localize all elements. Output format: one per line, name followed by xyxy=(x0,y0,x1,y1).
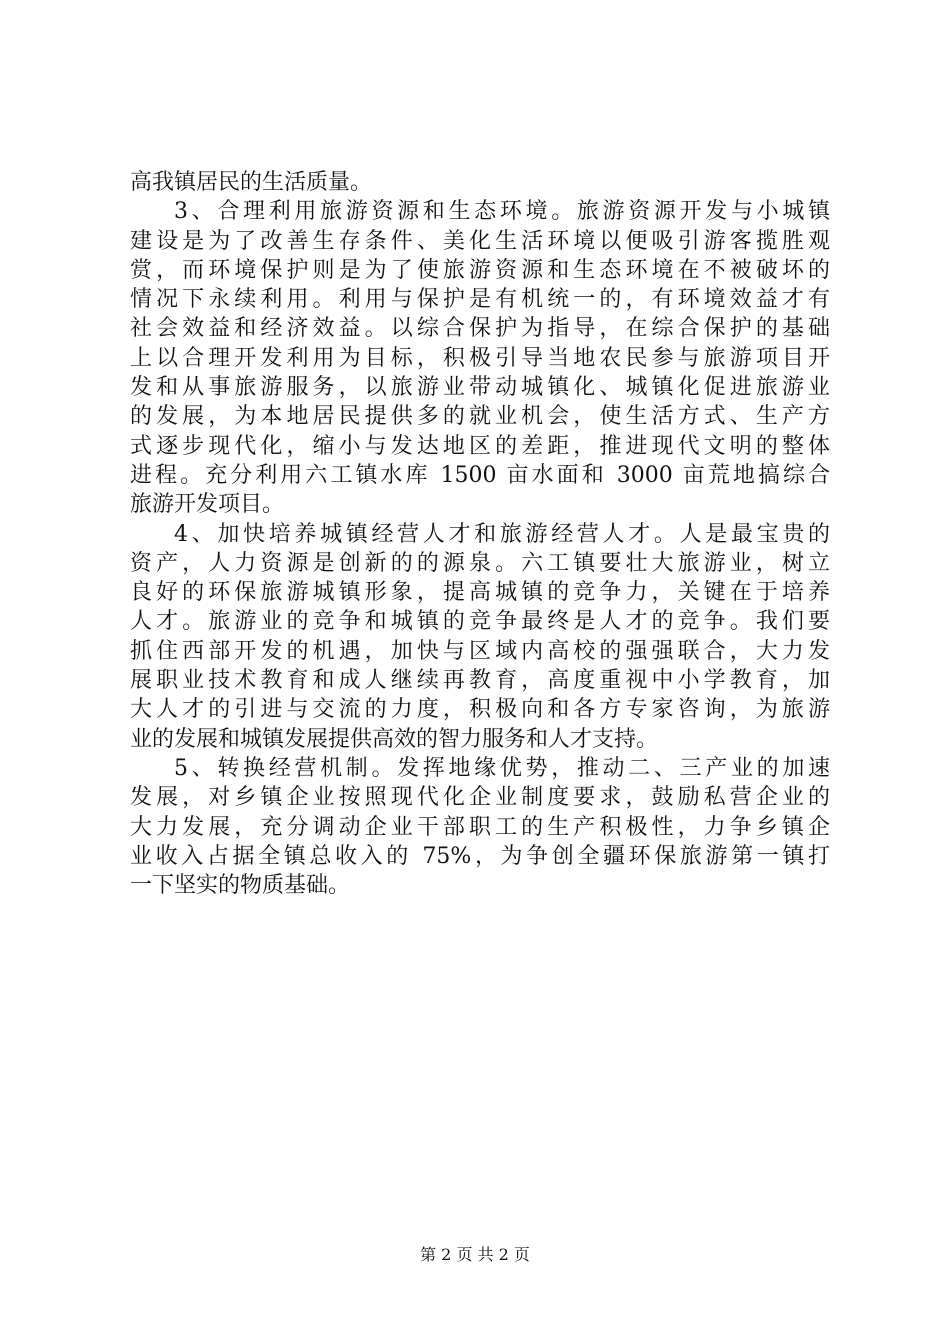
text-line: 业收入占据全镇总收入的 75%，为争创全疆环保旅游第一镇打 xyxy=(130,843,830,869)
text-line: 展职业技术教育和成人继续再教育，高度重视中小学教育，加 xyxy=(130,668,830,694)
text-line: 大人才的引进与交流的力度，积极向和各方专家咨询，为旅游 xyxy=(130,697,830,723)
document-body xyxy=(130,168,830,900)
page-number-footer: 第 2 页 共 2 页 xyxy=(420,1245,530,1264)
text-line: 情况下永续利用。利用与保护是有机统一的，有环境效益才有 xyxy=(130,287,830,313)
text-line: 的发展，为本地居民提供多的就业机会，使生活方式、生产方 xyxy=(130,404,830,430)
text-line: 高我镇居民的生活质量。 xyxy=(130,170,373,195)
text-line: 上以合理开发利用为目标，积极引导当地农民参与旅游项目开 xyxy=(130,345,830,371)
text-line: 社会效益和经济效益。以综合保护为指导，在综合保护的基础 xyxy=(130,316,830,342)
text-line: 人才。旅游业的竞争和城镇的竞争最终是人才的竞争。我们要 xyxy=(130,609,830,635)
text-line: 进程。充分利用六工镇水库 1500 亩水面和 3000 亩荒地搞综合 xyxy=(130,462,830,488)
text-line: 良好的环保旅游城镇形象，提高城镇的竞争力，关键在于培养 xyxy=(130,580,830,606)
text-line: 抓住西部开发的机遇，加快与区域内高校的强强联合，大力发 xyxy=(130,638,830,664)
text-line: 发和从事旅游服务，以旅游业带动城镇化、城镇化促进旅游业 xyxy=(130,375,830,401)
text-line: 建设是为了改善生存条件、美化生活环境以便吸引游客揽胜观 xyxy=(130,228,830,254)
text-line: 资产，人力资源是创新的的源泉。六工镇要壮大旅游业，树立 xyxy=(130,550,830,576)
text-line: 业的发展和城镇发展提供高效的智力服务和人才支持。 xyxy=(130,726,659,752)
text-line: 赏，而环境保护则是为了使旅游资源和生态环境在不被破坏的 xyxy=(130,257,830,283)
text-line: 旅游开发项目。 xyxy=(130,492,285,518)
text-line: 大力发展，充分调动企业干部职工的生产积极性，力争乡镇企 xyxy=(130,814,830,840)
paragraph-3-start: 3、合理利用旅游资源和生态环境。旅游资源开发与小城镇 xyxy=(174,199,830,225)
paragraph-5-start: 5、转换经营机制。发挥地缘优势，推动二、三产业的加速 xyxy=(174,755,830,781)
text-line: 发展，对乡镇企业按照现代化企业制度要求，鼓励私营企业的 xyxy=(130,785,830,811)
text-line: 式逐步现代化，缩小与发达地区的差距，推进现代文明的整体 xyxy=(130,433,830,459)
text-line: 一下坚实的物质基础。 xyxy=(130,873,351,899)
paragraph-4-start: 4、加快培养城镇经营人才和旅游经营人才。人是最宝贵的 xyxy=(174,521,830,547)
